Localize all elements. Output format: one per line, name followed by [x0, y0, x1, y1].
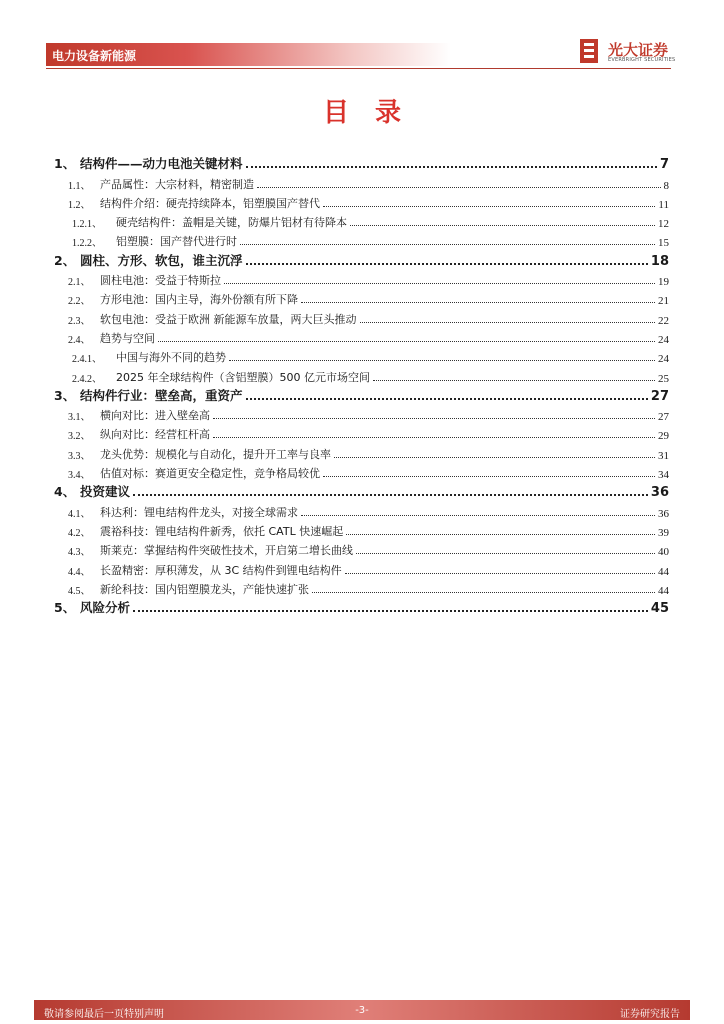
toc-entry-number: 3.2、: [68, 431, 91, 443]
toc-entry-title: 科达利：锂电结构件龙头，对接全球需求: [100, 505, 298, 519]
section-label: 电力设备新能源: [52, 49, 137, 63]
toc-entry-title: 方形电池：国内主导，海外份额有所下降: [100, 293, 298, 307]
footer-disclaimer: 敬请参阅最后一页特别声明: [44, 1009, 164, 1020]
toc-leader-dots: [240, 243, 655, 245]
toc-entry-number: 4.1、: [68, 508, 91, 520]
toc-entry[interactable]: [54, 365, 669, 384]
page-title: 目录: [322, 98, 427, 128]
toc-entry-number: 2.4、: [68, 334, 91, 346]
toc-entry-number: 4.5、: [68, 585, 91, 597]
toc-entry[interactable]: [54, 520, 669, 539]
toc-entry-page: 24: [658, 353, 669, 366]
toc-leader-dots: [360, 321, 656, 323]
toc-leader-dots: [301, 301, 655, 303]
toc-leader-dots: [133, 609, 648, 612]
toc-leader-dots: [345, 572, 655, 574]
toc-entry-page: 24: [658, 333, 669, 346]
logo-mark-icon: [580, 39, 598, 63]
toc-entry[interactable]: [54, 558, 669, 577]
toc-entry[interactable]: [54, 578, 669, 597]
toc-entry[interactable]: [54, 481, 669, 500]
toc-entry[interactable]: [54, 153, 669, 172]
toc-leader-dots: [133, 493, 648, 496]
toc-entry-title: 估值对标：赛道更安全稳定性，竞争格局较优: [100, 467, 320, 481]
toc-entry-number: 3.4、: [68, 470, 91, 482]
toc-entry[interactable]: [54, 172, 669, 191]
toc-entry-number: 1.1、: [68, 180, 91, 192]
toc-leader-dots: [346, 533, 655, 535]
toc-entry-page: 11: [658, 198, 669, 211]
toc-entry-number: 4.2、: [68, 527, 91, 539]
toc-entry-number: 1.2、: [68, 199, 91, 211]
toc-entry-number: 4.4、: [68, 566, 91, 578]
toc-entry-page: 12: [658, 218, 669, 231]
toc-entry-title: 趋势与空间: [100, 331, 155, 345]
toc-entry[interactable]: [54, 192, 669, 211]
toc-entry-title: 纵向对比：经营杠杆高: [100, 428, 210, 442]
toc-entry-title: 圆柱电池：受益于特斯拉: [100, 274, 221, 288]
toc-entry-page: 44: [658, 584, 669, 597]
toc-leader-dots: [158, 340, 655, 342]
page-number: -3-: [355, 1005, 369, 1016]
toc-entry-number: 5、: [54, 600, 76, 616]
toc-entry-number: 2.3、: [68, 315, 91, 327]
toc-entry-number: 2.4.1、: [72, 354, 102, 366]
toc-entry-page: 39: [658, 526, 669, 539]
toc-entry[interactable]: [54, 597, 669, 616]
toc-entry[interactable]: [54, 462, 669, 481]
toc-entry[interactable]: [54, 211, 669, 230]
toc-entry-title: 产品属性：大宗材料，精密制造: [100, 177, 254, 191]
toc-entry-number: 2、: [54, 252, 76, 268]
toc-entry-title: 斯莱克：掌握结构件突破性技术，开启第二增长曲线: [100, 544, 353, 558]
toc-entry-page: 7: [659, 157, 669, 173]
header-bar: [46, 43, 451, 66]
toc-entry-page: 27: [650, 388, 669, 404]
toc-entry-page: 18: [650, 253, 669, 269]
toc-entry[interactable]: [54, 404, 669, 423]
toc-entry-number: 3、: [54, 387, 76, 403]
logo-english: EVERBRIGHT SECURITIES: [608, 57, 676, 63]
toc-entry-number: 1.2.1、: [72, 219, 102, 231]
toc-entry-number: 1、: [54, 156, 76, 172]
toc-entry-title: 中国与海外不同的趋势: [116, 351, 226, 365]
toc-entry[interactable]: [54, 269, 669, 288]
toc-entry-title: 结构件行业：壁垒高，重资产: [80, 387, 243, 403]
toc-entry-number: 3.1、: [68, 412, 91, 424]
toc-leader-dots: [301, 514, 655, 516]
toc-entry-page: 45: [650, 601, 669, 617]
toc-leader-dots: [224, 282, 655, 284]
table-of-contents: [54, 153, 669, 616]
toc-leader-dots: [356, 552, 655, 554]
toc-entry-number: 2.4.2、: [72, 373, 102, 385]
toc-entry[interactable]: [54, 288, 669, 307]
toc-entry-title: 震裕科技：锂电结构件新秀，依托 CATL 快速崛起: [100, 524, 344, 538]
toc-entry-title: 硬壳结构件：盖帽是关键，防爆片铝材有待降本: [116, 216, 347, 230]
toc-leader-dots: [246, 397, 648, 400]
toc-entry[interactable]: [54, 307, 669, 326]
toc-entry-page: 40: [658, 546, 669, 559]
toc-entry-page: 22: [658, 314, 669, 327]
toc-entry[interactable]: [54, 539, 669, 558]
toc-leader-dots: [323, 205, 655, 207]
toc-leader-dots: [246, 165, 657, 168]
header-divider: [46, 68, 671, 69]
toc-leader-dots: [246, 262, 648, 265]
toc-leader-dots: [312, 591, 655, 593]
toc-entry-page: 25: [658, 372, 669, 385]
toc-entry-title: 结构件介绍：硬壳持续降本，铝塑膜国产替代: [100, 196, 320, 210]
toc-entry-page: 36: [658, 507, 669, 520]
footer-bar: [34, 1000, 690, 1020]
toc-entry-page: 36: [650, 485, 669, 501]
toc-entry-page: 29: [658, 430, 669, 443]
toc-entry-page: 21: [658, 295, 669, 308]
toc-entry-number: 4、: [54, 484, 76, 500]
toc-entry[interactable]: [54, 249, 669, 268]
toc-entry[interactable]: [54, 500, 669, 519]
toc-leader-dots: [213, 417, 655, 419]
toc-leader-dots: [257, 186, 661, 188]
toc-leader-dots: [373, 379, 655, 381]
toc-entry-number: 1.2.2、: [72, 238, 102, 250]
toc-leader-dots: [350, 224, 655, 226]
toc-entry-page: 44: [658, 565, 669, 578]
toc-entry-title: 软包电池：受益于欧洲 新能源车放量，两大巨头推动: [100, 312, 357, 326]
report-type: 证券研究报告: [620, 1009, 680, 1020]
toc-entry-number: 2.1、: [68, 277, 91, 289]
toc-entry-page: 27: [658, 411, 669, 424]
toc-entry-title: 结构件——动力电池关键材料: [80, 156, 243, 172]
toc-entry-title: 横向对比：进入壁垒高: [100, 409, 210, 423]
toc-entry[interactable]: [54, 346, 669, 365]
toc-entry-page: 34: [658, 469, 669, 482]
toc-entry[interactable]: [54, 327, 669, 346]
toc-entry-title: 新纶科技：国内铝塑膜龙头，产能快速扩张: [100, 582, 309, 596]
toc-entry-title: 铝塑膜：国产替代进行时: [116, 235, 237, 249]
toc-entry-title: 龙头优势：规模化与自动化，提升开工率与良率: [100, 447, 331, 461]
toc-leader-dots: [334, 456, 655, 458]
toc-entry-page: 31: [658, 449, 669, 462]
toc-entry-title: 风险分析: [80, 600, 131, 616]
toc-entry-number: 3.3、: [68, 450, 91, 462]
toc-entry[interactable]: [54, 385, 669, 404]
company-logo: [580, 38, 680, 66]
toc-leader-dots: [229, 359, 655, 361]
toc-entry[interactable]: [54, 442, 669, 461]
toc-entry-title: 长盈精密：厚积薄发，从 3C 结构件到锂电结构件: [100, 563, 342, 577]
toc-leader-dots: [213, 436, 655, 438]
toc-entry-number: 2.2、: [68, 296, 91, 308]
toc-entry-page: 15: [658, 237, 669, 250]
toc-leader-dots: [323, 475, 655, 477]
toc-entry[interactable]: [54, 423, 669, 442]
toc-entry-page: 19: [658, 276, 669, 289]
toc-entry-title: 投资建议: [80, 484, 131, 500]
toc-entry-title: 圆柱、方形、软包，谁主沉浮: [80, 252, 243, 268]
toc-entry-page: 8: [663, 179, 669, 192]
toc-entry-number: 4.3、: [68, 547, 91, 559]
toc-entry[interactable]: [54, 230, 669, 249]
logo-name: 光大证券: [608, 41, 669, 59]
toc-entry-title: 2025 年全球结构件（含铝塑膜）500 亿元市场空间: [116, 370, 370, 384]
